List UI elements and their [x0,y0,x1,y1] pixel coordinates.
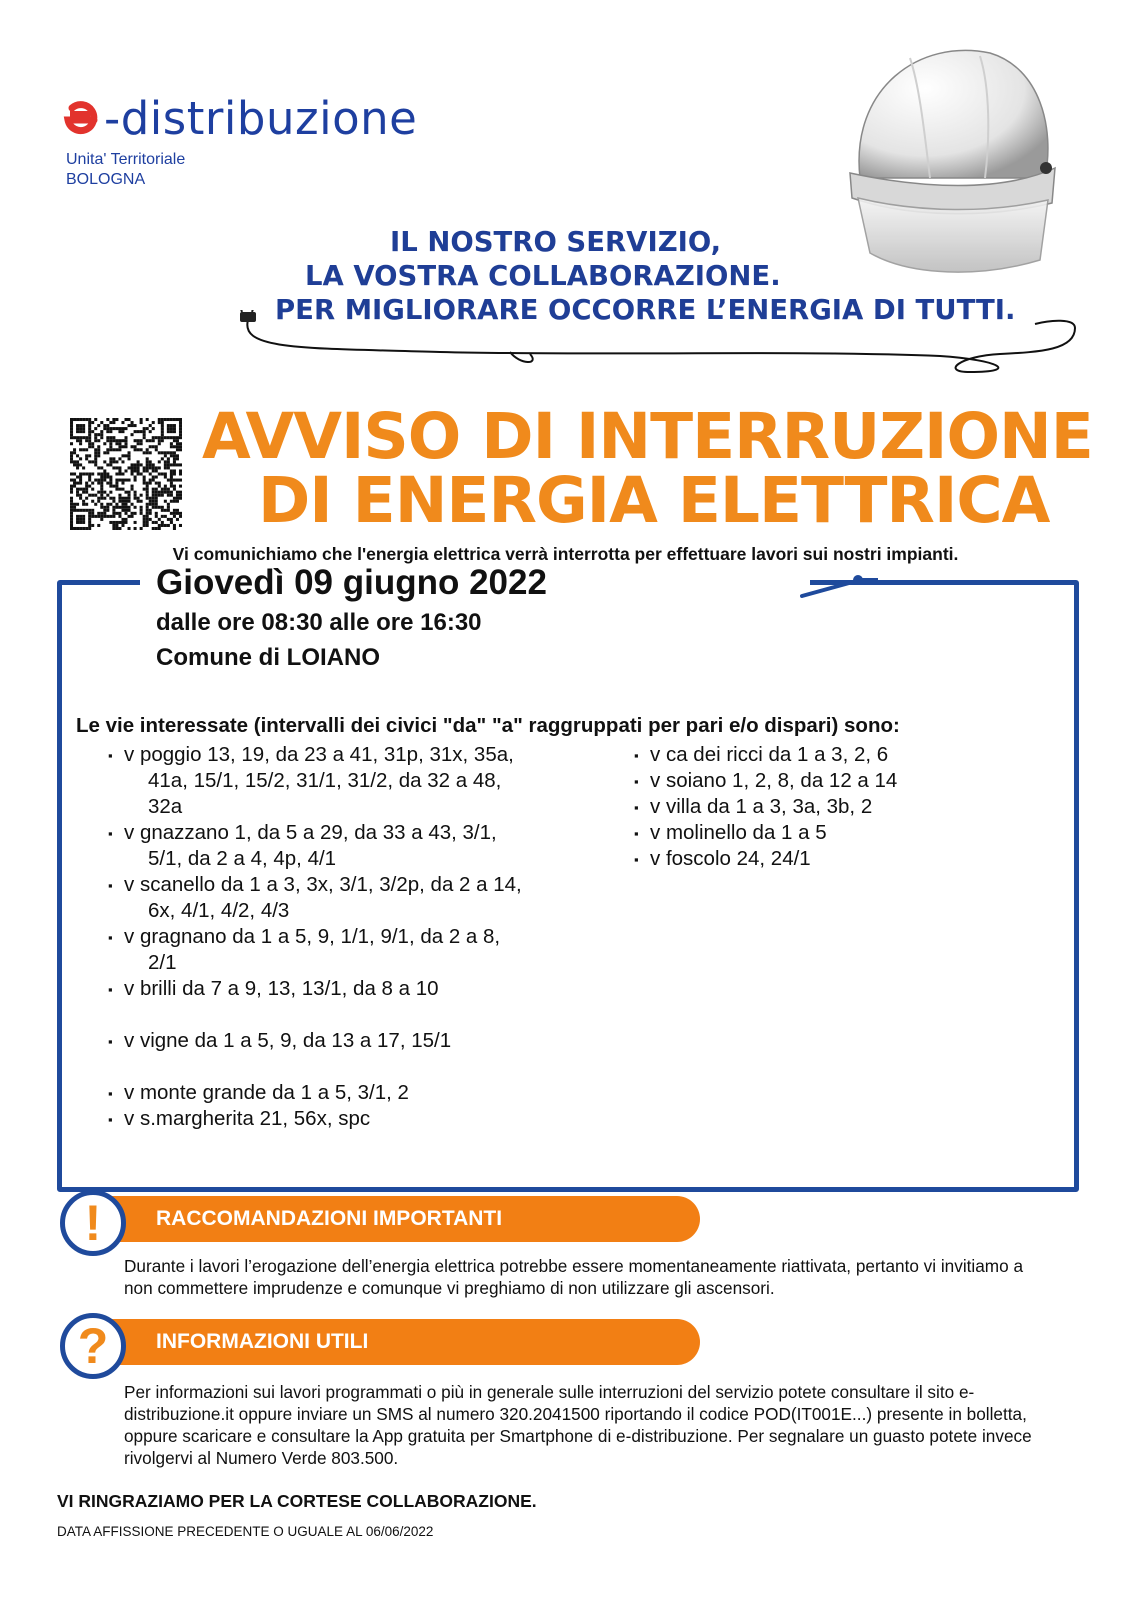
recommendations-text: Durante i lavori l’erogazione dell’energia elettrica potrebbe essere momentaneamente riattivata, pertanto vi invitiamo a non commettere imprudenze e comunque vi preghiamo di non utilizzare gli ascensori. [124,1256,1024,1298]
streets-list-left [108,742,528,1132]
power-cable-icon [240,310,1080,385]
info-text: Per informazioni sui lavori programmati o più in generale sulle interruzioni del servizio potete consultare il sito e-distribuzione.it oppure inviare un SMS al numero 320.2041500 riportando il codice POD(IT001E...) presente in bolletta, oppure scaricare e consultare la App gratuita per Smartphone di e-distribuzione. Per segnalare un guasto potete invece rivolgervi al Numero Verde 803.500. [124,1382,1032,1468]
outage-date: Giovedì 09 giugno 2022 [156,563,547,602]
list-item: v gragnano da 1 a 5, 9, 1/1, 9/1, da 2 a 8, 2/1 [124,925,501,974]
list-item: v gnazzano 1, da 5 a 29, da 33 a 43, 3/1, 5/1, da 2 a 4, 4p, 4/1 [124,821,497,870]
e-logo-icon [60,98,100,138]
pen-icon [800,572,880,602]
list-item: v monte grande da 1 a 5, 3/1, 2 [124,1081,409,1104]
outage-comune: Comune di LOIANO [156,644,380,671]
recommendations-heading: RACCOMANDAZIONI IMPORTANTI [100,1196,700,1242]
list-item: v soiano 1, 2, 8, da 12 a 14 [650,769,898,792]
logo-text: -distribuzione [104,91,418,145]
safety-helmet-icon [840,28,1060,278]
slogan-line-3: PER MIGLIORARE OCCORRE L’ENERGIA DI TUTTI. [275,294,1016,326]
qr-code-icon [70,418,182,530]
list-item: v villa da 1 a 3, 3a, 3b, 2 [650,795,873,818]
unit-city: BOLOGNA [66,171,146,188]
title-line-1: AVVISO DI INTERRUZIONE [202,400,1093,473]
intro-text: Vi comunichiamo che l'energia elettrica verrà interrotta per effettuare lavori sui nostri impianti. [172,544,959,564]
slogan-line-1: IL NOSTRO SERVIZIO, [390,226,722,258]
posting-date: DATA AFFISSIONE PRECEDENTE O UGUALE AL 06/06/2022 [57,1524,434,1539]
question-icon: ? [60,1313,126,1379]
info-heading: INFORMAZIONI UTILI [100,1319,700,1365]
list-item: v s.margherita 21, 56x, spc [124,1107,371,1130]
list-item: v vigne da 1 a 5, 9, da 13 a 17, 15/1 [124,1029,452,1052]
notice-title [202,400,1102,537]
list-item: v brilli da 7 a 9, 13, 13/1, da 8 a 10 [124,977,439,1000]
list-item: v foscolo 24, 24/1 [650,847,811,870]
title-line-2: DI ENERGIA ELETTRICA [258,464,1050,537]
outage-hours: dalle ore 08:30 alle ore 16:30 [156,609,482,636]
brand-logo [60,88,417,148]
streets-list-right [634,742,1034,872]
thanks-text: VI RINGRAZIAMO PER LA CORTESE COLLABORAZIONE. [57,1491,537,1511]
streets-header: Le vie interessate (intervalli dei civici "da" "a" raggruppati per pari e/o dispari) sono: [76,714,900,737]
list-item: v ca dei ricci da 1 a 3, 2, 6 [650,743,889,766]
slogan-line-2: LA VOSTRA COLLABORAZIONE. [305,260,781,292]
list-item: v poggio 13, 19, da 23 a 41, 31p, 31x, 35a, 41a, 15/1, 15/2, 31/1, 31/2, da 32 a 48, 32a [124,743,514,818]
unit-label: Unita' Territoriale [66,151,186,168]
list-item: v molinello da 1 a 5 [650,821,827,844]
exclamation-icon: ! [60,1190,126,1256]
list-item: v scanello da 1 a 3, 3x, 3/1, 3/2p, da 2 a 14, 6x, 4/1, 4/2, 4/3 [124,873,522,922]
territorial-unit [66,150,185,190]
